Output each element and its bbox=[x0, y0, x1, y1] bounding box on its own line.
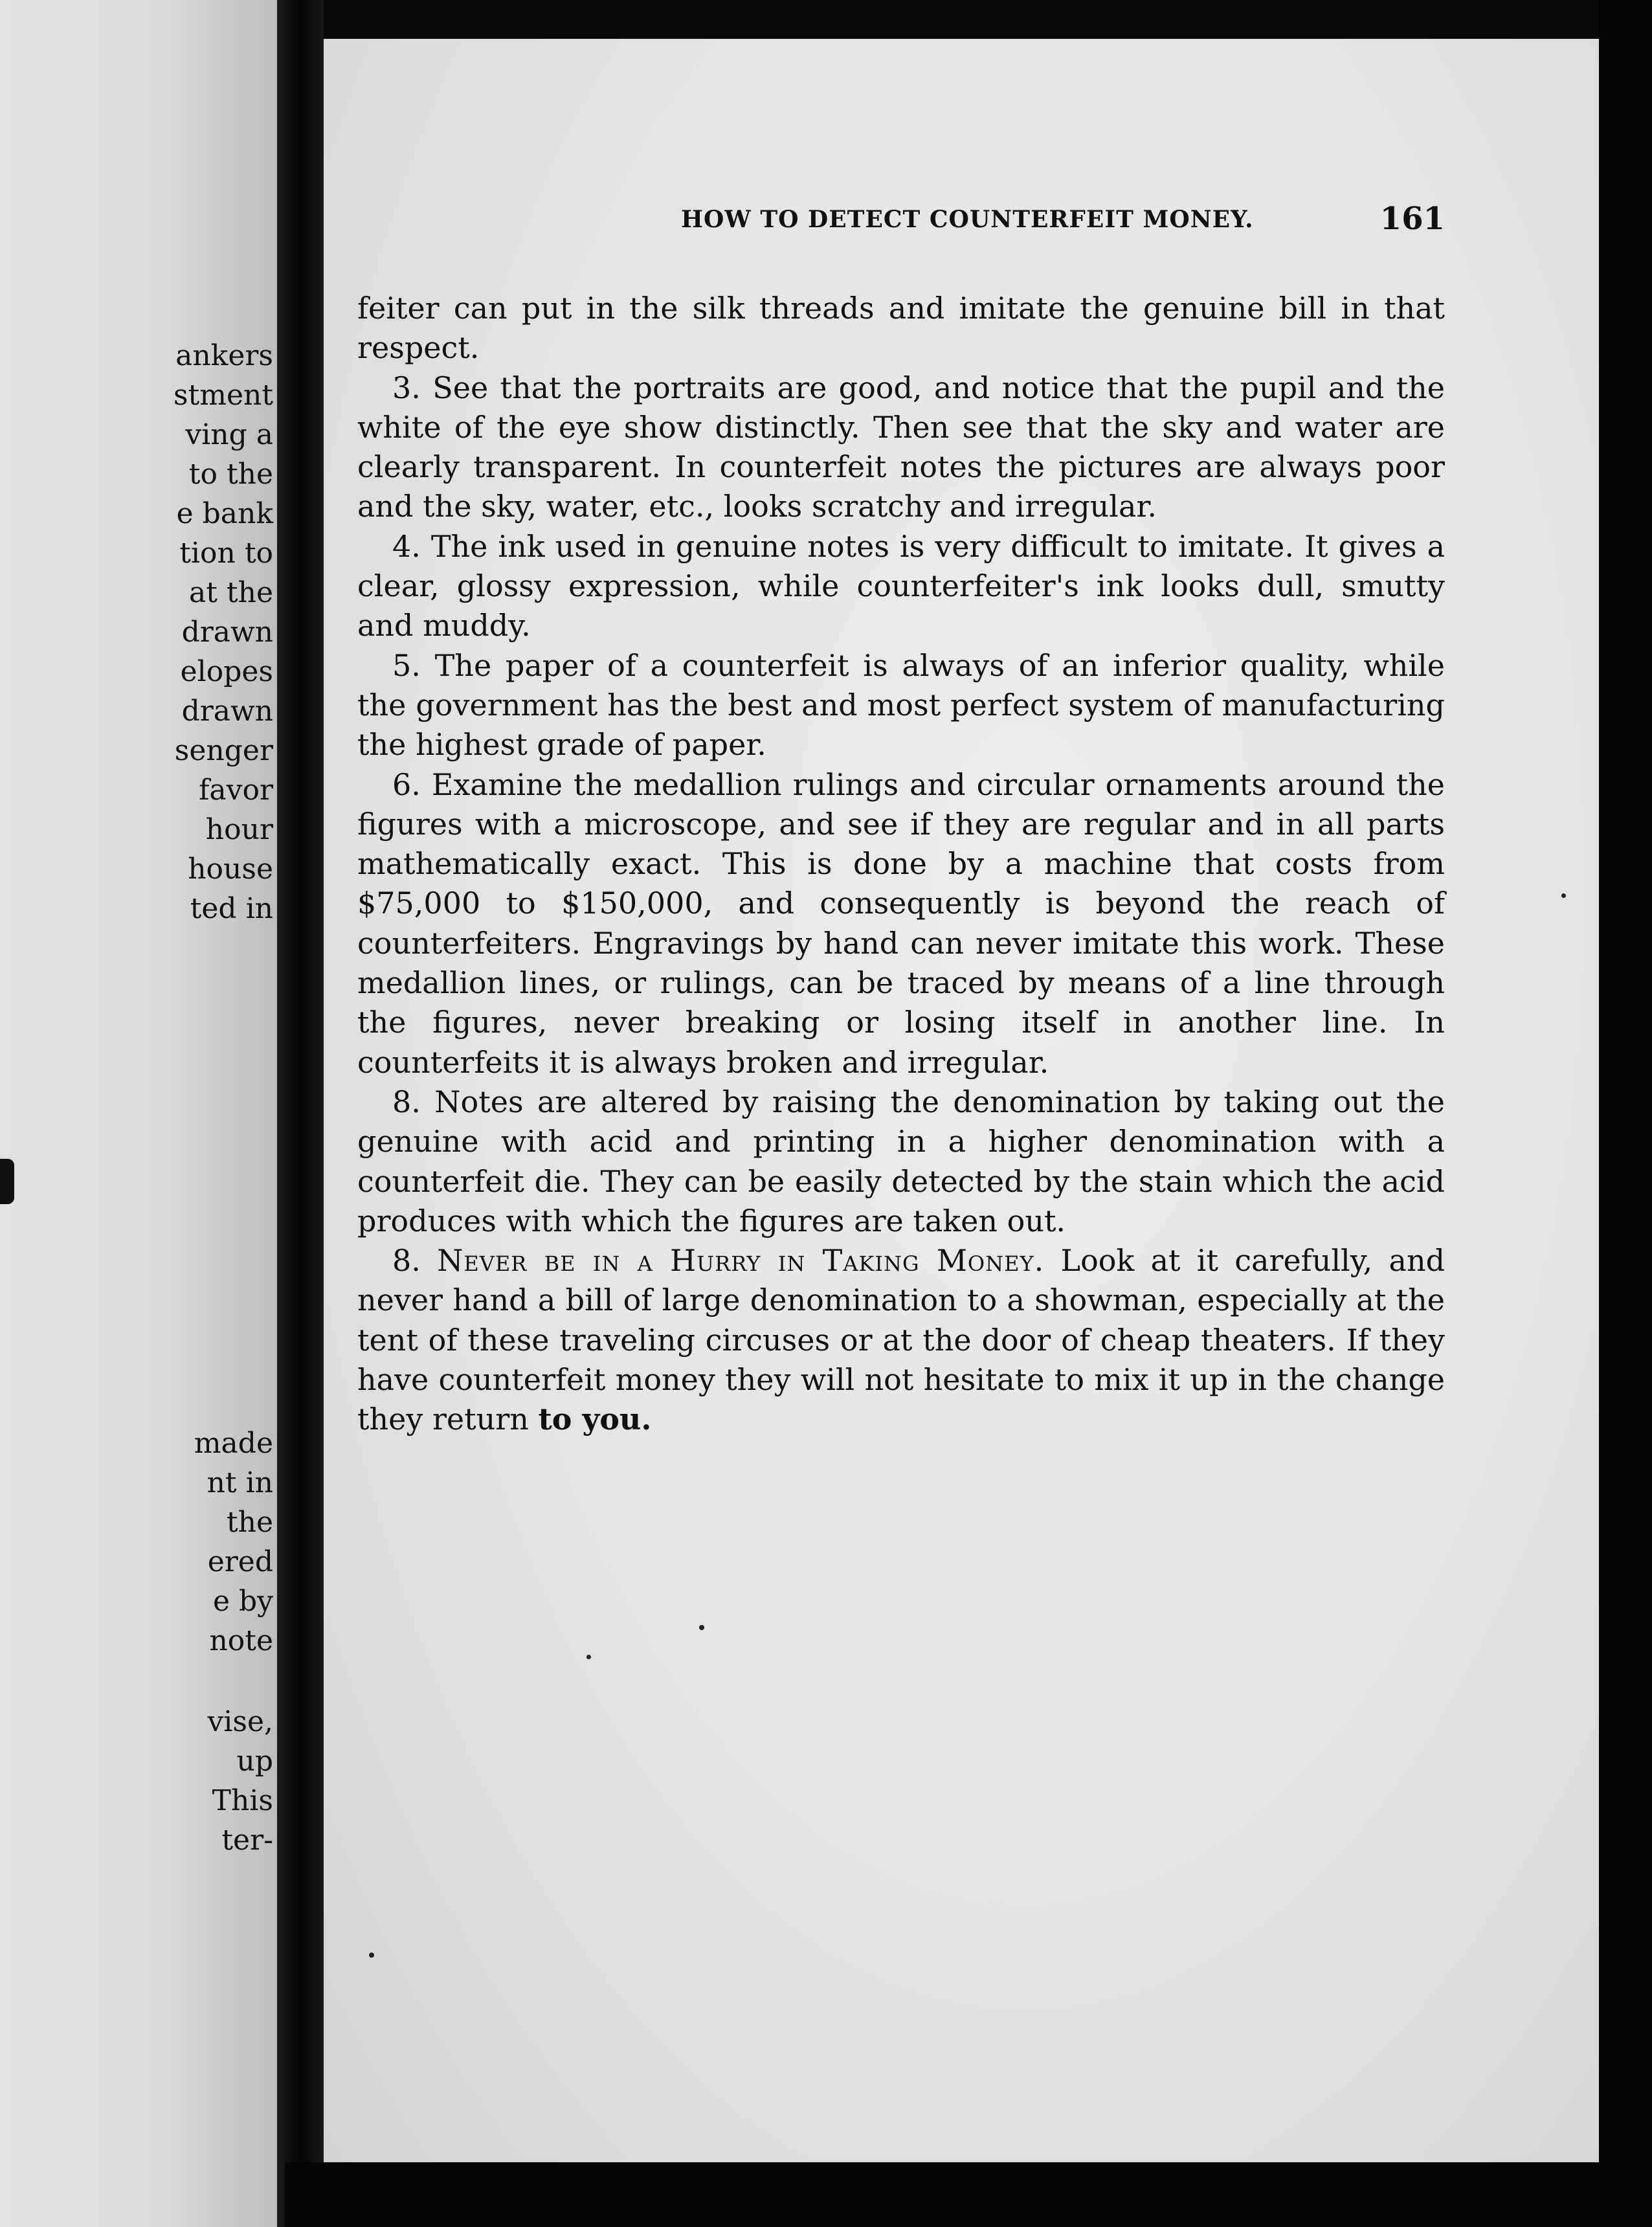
left-page-fragment: ter- bbox=[221, 1824, 273, 1857]
left-page-fragment: house bbox=[188, 853, 273, 886]
left-page-fragment: senger bbox=[174, 734, 273, 767]
left-page-fragment: tion to bbox=[179, 537, 273, 570]
scan-speck bbox=[699, 1625, 704, 1630]
left-page-ornament bbox=[0, 1159, 14, 1204]
book-gutter bbox=[277, 0, 324, 2227]
paragraph-never-hurry bbox=[357, 1241, 1445, 1439]
left-page-fragment: drawn bbox=[181, 616, 273, 649]
bottom-scan-border bbox=[285, 2162, 1652, 2227]
paragraph-number: 8. bbox=[392, 1243, 421, 1279]
page-body bbox=[357, 289, 1445, 1440]
page-number: 161 bbox=[1379, 201, 1445, 237]
scan-speck bbox=[1561, 893, 1566, 898]
left-page-fragment: to the bbox=[188, 458, 273, 491]
paragraph-paper: 5. The paper of a counterfeit is always of an inferior quality, while the government has the best and most perfect system of manufacturing the highest grade of paper. bbox=[357, 647, 1445, 763]
left-page-fragment: drawn bbox=[181, 695, 273, 728]
left-page-fragment: elopes bbox=[180, 655, 273, 688]
left-page-fragment: favor bbox=[199, 774, 273, 807]
left-facing-page bbox=[0, 0, 277, 2227]
left-page-fragment: stment bbox=[173, 379, 273, 412]
paragraph-tail: to you. bbox=[538, 1402, 652, 1437]
left-page-fragment: vise, bbox=[207, 1705, 273, 1738]
left-page-fragment: the bbox=[226, 1506, 273, 1539]
left-page-fragment: note bbox=[209, 1624, 273, 1657]
left-page-fragment: This bbox=[212, 1784, 273, 1817]
scan-speck bbox=[369, 1953, 374, 1958]
left-page-fragment: made bbox=[194, 1427, 273, 1460]
left-page-fragment: at the bbox=[189, 576, 273, 609]
running-head-title: HOW TO DETECT COUNTERFEIT MONEY. bbox=[681, 206, 1254, 233]
left-page-fragment: hour bbox=[205, 813, 273, 846]
paragraph-text: Look at it carefully, and never hand a bill of large denomination to a showman, especially at the tent of these traveling circuses or at the door of cheap theaters. If they have counterfeit money they will not hesitate to mix it up in the change they return bbox=[357, 1243, 1446, 1437]
paragraph-continued: feiter can put in the silk threads and imitate the genuine bill in that respect. bbox=[357, 291, 1445, 366]
left-page-fragment: ankers bbox=[175, 339, 273, 372]
left-page-fragment: up bbox=[236, 1745, 273, 1778]
left-page-fragment: e bank bbox=[176, 497, 273, 530]
paragraph-portraits: 3. See that the portraits are good, and notice that the pupil and the white of the eye show distinctly. Then see that the sky and water are clearly transparent. In counterfeit notes the pictures are always poor and the sky, water, etc., looks scratchy and irregular. bbox=[357, 370, 1445, 524]
paragraph-altered-notes: 8. Notes are altered by raising the denomination by taking out the genuine with acid and printing in a higher denomination with a counterfeit die. They can be easily detected by the stain which the acid produces with which the figures are taken out. bbox=[357, 1084, 1445, 1238]
right-scan-border bbox=[1599, 0, 1652, 2227]
left-page-fragment: ered bbox=[207, 1545, 273, 1578]
left-page-fragment: e by bbox=[212, 1585, 273, 1618]
left-page-fragment: ted in bbox=[190, 892, 273, 925]
paragraph-heading: Never be in a Hurry in Taking Money. bbox=[437, 1243, 1045, 1279]
paragraph-medallion: 6. Examine the medallion rulings and circular ornaments around the figures with a microscope, and see if they are regular and in all parts mathematically exact. This is done by a machine that costs from $75,000 to $150,000, and consequently is beyond the reach of counterfeiters. Engravings by hand can never imitate this work. These medallion lines, or rulings, can be traced by means of a line through the figures, never breaking or losing itself in another line. In counterfeits it is always broken and irregular. bbox=[357, 767, 1445, 1080]
scan-speck bbox=[586, 1655, 591, 1659]
left-page-fragment: ving a bbox=[185, 418, 273, 451]
paragraph-ink: 4. The ink used in genuine notes is very difficult to imitate. It gives a clear, glossy expression, while counterfeiter's ink looks dull, smutty and muddy. bbox=[357, 528, 1445, 643]
running-head bbox=[357, 201, 1445, 245]
left-page-fragment: nt in bbox=[206, 1466, 273, 1499]
